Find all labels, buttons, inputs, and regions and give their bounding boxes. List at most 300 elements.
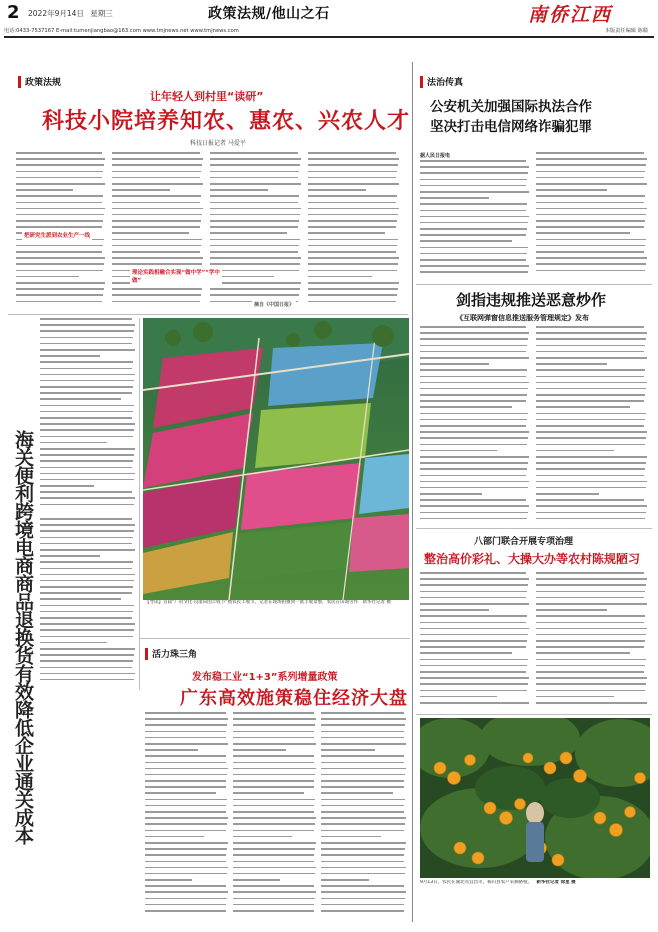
text-line [420, 326, 526, 328]
text-line [321, 879, 369, 881]
text-line [536, 195, 645, 197]
text-line [536, 431, 647, 433]
text-line [536, 475, 644, 477]
text-line [145, 805, 226, 807]
text-line [420, 210, 526, 212]
text-line [420, 203, 527, 205]
push-headline: 剑指违规推送恶意炒作 [456, 291, 607, 309]
text-line [233, 885, 314, 887]
issue-date [28, 8, 113, 19]
text-line [420, 388, 528, 390]
text-line [321, 873, 405, 875]
text-line [536, 603, 647, 605]
paper-logo: 南侨江西 [528, 4, 613, 26]
text-line [536, 481, 647, 483]
text-line [210, 177, 298, 179]
text-line [16, 158, 105, 160]
text-line [308, 257, 399, 259]
text-line [420, 677, 529, 679]
text-line [112, 232, 189, 234]
editor-line: 本版责任编辑 陈赣 [604, 28, 648, 34]
text-line [210, 294, 299, 296]
text-line [536, 239, 646, 241]
text-line [233, 774, 315, 776]
text-line [536, 499, 644, 501]
text-line [40, 467, 132, 469]
text-line [420, 665, 527, 667]
text-line [420, 160, 526, 162]
text-line [16, 294, 103, 296]
text-line [40, 386, 133, 388]
text-line [145, 724, 227, 726]
text-line [40, 411, 133, 413]
text-line [112, 202, 200, 204]
text-line [210, 195, 299, 197]
text-line [536, 214, 646, 216]
text-line [40, 504, 134, 506]
text-line [536, 177, 644, 179]
vertical-headline: 海关便利跨境电商商品退换货有效降低企业通关成本 [12, 430, 34, 844]
text-line [308, 158, 399, 160]
text-line [233, 873, 315, 875]
text-line [40, 423, 135, 425]
text-line [536, 640, 645, 642]
text-line [321, 768, 406, 770]
text-line [321, 718, 406, 720]
text-line [321, 898, 405, 900]
text-line [145, 910, 226, 912]
text-line [420, 376, 526, 378]
text-line [16, 276, 79, 278]
text-line [420, 345, 527, 347]
text-line [420, 234, 526, 236]
text-column [112, 152, 204, 310]
text-line [536, 425, 644, 427]
text-line [420, 468, 527, 470]
text-line [210, 282, 301, 284]
text-line [420, 518, 527, 520]
text-column [40, 318, 136, 514]
text-line [420, 475, 526, 477]
subhead-1: 把研究生派到农业生产一线 [22, 230, 92, 240]
text-line [536, 652, 630, 654]
text-line [145, 749, 198, 751]
text-line [321, 792, 393, 794]
weekday-text: 星期三 [90, 9, 113, 18]
text-line [420, 406, 512, 408]
article-byline: 科技日报记者 马爱平 [190, 140, 246, 147]
text-line [420, 622, 526, 624]
text-line [420, 437, 528, 439]
source-note: 摘自《中国日报》 [254, 302, 295, 308]
bottom-kicker: 发布稳工业“1+3”系列增量政策 [192, 672, 338, 683]
text-line [112, 183, 203, 185]
text-line [40, 330, 134, 332]
text-line [233, 805, 314, 807]
text-line [145, 898, 227, 900]
text-line [536, 245, 645, 247]
text-line [321, 799, 405, 801]
text-line [233, 718, 316, 720]
text-line [321, 724, 405, 726]
text-line [145, 755, 226, 757]
text-line [145, 762, 226, 764]
text-line [536, 468, 645, 470]
text-line [233, 861, 314, 863]
text-line [233, 848, 315, 850]
text-line [420, 332, 529, 334]
text-line [536, 152, 644, 154]
text-line [420, 646, 526, 648]
text-line [40, 642, 107, 644]
text-line [145, 879, 192, 881]
text-line [233, 898, 315, 900]
text-line [420, 578, 529, 580]
text-line [321, 817, 406, 819]
text-line [420, 603, 529, 605]
text-line [40, 611, 133, 613]
text-line [210, 251, 298, 253]
text-line [308, 263, 398, 265]
text-line [536, 257, 647, 259]
text-line [40, 355, 100, 357]
text-line [420, 413, 528, 415]
text-line [40, 543, 132, 545]
text-line [420, 425, 526, 427]
text-line [233, 842, 316, 844]
text-line [420, 640, 527, 642]
text-line [420, 172, 528, 174]
text-line [420, 512, 528, 514]
text-column [40, 518, 136, 690]
text-line [210, 220, 299, 222]
text-line [233, 836, 292, 838]
text-line [420, 369, 527, 371]
photo-credit: 新华社记者 摄 [362, 600, 391, 605]
text-line [536, 462, 646, 464]
text-line [210, 270, 299, 272]
text-line [40, 660, 133, 662]
text-line [40, 617, 132, 619]
photo-caption-text: 【导读】首届“广府文化·良渚田园丰收节”暨农民丰收节，记者在现场拍摄到一派丰收景象，农民在田间劳作 [145, 600, 359, 605]
text-line [210, 239, 300, 241]
subhead-2-text: 理论实践相融合实现“做中学”“学中做” [132, 270, 220, 284]
text-line [40, 442, 107, 444]
text-line [145, 811, 226, 813]
push-subtitle: 《互联网弹窗信息推送服务管理规定》发布 [456, 314, 589, 322]
text-line [536, 232, 630, 234]
text-line [308, 152, 396, 154]
text-line [308, 171, 397, 173]
section-label-text: 活力珠三角 [152, 650, 198, 660]
text-line [536, 369, 645, 371]
text-line [16, 245, 103, 247]
text-line [536, 683, 646, 685]
text-line [112, 171, 201, 173]
text-line [112, 257, 203, 259]
text-line [308, 164, 398, 166]
text-line [233, 823, 315, 825]
text-line [145, 780, 226, 782]
text-line [16, 226, 102, 228]
text-line [210, 202, 298, 204]
text-line [536, 363, 607, 365]
text-line [536, 376, 644, 378]
text-line [420, 444, 527, 446]
text-line [321, 836, 381, 838]
text-line [420, 382, 529, 384]
text-line [536, 208, 647, 210]
text-line [420, 253, 527, 255]
text-line [112, 214, 202, 216]
text-line [420, 652, 512, 654]
text-line [420, 450, 497, 452]
text-line [112, 288, 202, 290]
text-line [40, 636, 133, 638]
text-line [321, 830, 404, 832]
text-line [308, 294, 397, 296]
text-line [40, 574, 135, 576]
text-line [233, 724, 315, 726]
text-line [321, 854, 404, 856]
law-headline-2: 坚决打击电信网络诈骗犯罪 [430, 119, 592, 135]
text-line [40, 460, 133, 462]
aerial-farmland-image [143, 318, 409, 600]
text-line [536, 419, 645, 421]
text-line [308, 183, 399, 185]
text-line [420, 615, 527, 617]
text-line [536, 628, 647, 630]
text-line [536, 702, 647, 704]
text-line [536, 251, 644, 253]
text-line [16, 288, 104, 290]
text-line [40, 392, 132, 394]
orange-tree-image [420, 718, 650, 878]
text-line [145, 737, 226, 739]
text-line [420, 481, 529, 483]
text-line [321, 805, 404, 807]
law-headline-1: 公安机关加强国际执法合作 [430, 99, 592, 115]
divider [416, 528, 652, 529]
text-line [16, 220, 103, 222]
text-line [112, 177, 200, 179]
text-line [112, 195, 201, 197]
text-line [210, 214, 300, 216]
text-line [233, 768, 316, 770]
text-line [420, 456, 529, 458]
text-line [420, 609, 489, 611]
text-line [145, 836, 204, 838]
text-line [321, 712, 404, 714]
text-line [321, 861, 404, 863]
orange-credit: 新华社记者 徐星 摄 [536, 880, 576, 885]
text-line [40, 580, 134, 582]
text-line [308, 214, 398, 216]
text-line [308, 195, 397, 197]
orange-caption [420, 880, 650, 924]
text-column [308, 152, 400, 310]
text-line [536, 400, 644, 402]
text-line [420, 228, 527, 230]
text-line [112, 263, 202, 265]
text-line [145, 718, 228, 720]
text-line [420, 628, 529, 630]
text-line [233, 762, 314, 764]
text-line [420, 216, 529, 218]
text-line [536, 578, 647, 580]
text-line [233, 786, 314, 788]
text-line [308, 239, 398, 241]
text-line [112, 220, 201, 222]
text-line [40, 380, 134, 382]
text-line [536, 338, 646, 340]
text-line [420, 690, 527, 692]
text-column [321, 712, 407, 920]
text-line [40, 368, 132, 370]
text-line [308, 288, 398, 290]
text-line [420, 357, 529, 359]
text-line [321, 786, 404, 788]
text-line [420, 493, 482, 495]
header-rule [4, 36, 654, 38]
text-line [145, 830, 226, 832]
text-line [321, 737, 404, 739]
text-line [16, 214, 104, 216]
text-line [40, 598, 121, 600]
text-line [112, 152, 200, 154]
text-line [321, 867, 406, 869]
text-line [40, 318, 132, 320]
text-line [112, 245, 201, 247]
text-line [40, 374, 135, 376]
text-line [420, 363, 489, 365]
text-line [536, 615, 645, 617]
text-line [233, 867, 316, 869]
text-line [536, 164, 646, 166]
text-line [210, 164, 300, 166]
text-line [308, 276, 372, 278]
text-line [536, 444, 645, 446]
text-line [536, 220, 645, 222]
text-line [233, 879, 280, 881]
section-label-prd [145, 647, 197, 660]
text-line [16, 301, 102, 303]
text-line [40, 436, 133, 438]
text-line [420, 683, 528, 685]
text-line [321, 780, 404, 782]
text-line [16, 251, 102, 253]
text-line [536, 597, 644, 599]
text-line [40, 361, 133, 363]
text-line [321, 731, 404, 733]
text-line [210, 232, 287, 234]
text-line [536, 437, 646, 439]
text-line [536, 456, 647, 458]
text-line [145, 774, 227, 776]
text-line [308, 301, 396, 303]
text-line [536, 505, 647, 507]
text-line [40, 605, 134, 607]
text-line [16, 171, 103, 173]
text-line [145, 885, 226, 887]
text-line [145, 731, 226, 733]
text-column [210, 152, 302, 310]
text-line [145, 842, 228, 844]
text-line [420, 179, 527, 181]
text-line [536, 690, 645, 692]
text-line [536, 659, 646, 661]
text-line [145, 867, 228, 869]
text-line [536, 226, 644, 228]
text-column [536, 572, 648, 712]
text-line [145, 743, 228, 745]
text-line [112, 158, 203, 160]
text-line [321, 842, 406, 844]
text-line [308, 282, 399, 284]
text-line [536, 622, 644, 624]
text-line [536, 351, 644, 353]
text-line [145, 861, 226, 863]
text-line [308, 232, 385, 234]
orange-harvest-photo [420, 718, 650, 878]
text-line [145, 712, 226, 714]
text-column [536, 326, 648, 526]
text-line [233, 792, 304, 794]
text-line [420, 591, 527, 593]
text-line [536, 584, 646, 586]
text-column [536, 152, 648, 280]
photo-caption [145, 600, 407, 636]
text-line [420, 259, 526, 261]
text-line [233, 780, 314, 782]
text-line [40, 623, 135, 625]
text-line [536, 646, 644, 648]
text-line [536, 450, 614, 452]
text-line [112, 294, 201, 296]
text-line [233, 811, 314, 813]
field-photo [143, 318, 409, 600]
section-label-text: 政策法规 [25, 78, 62, 88]
text-line [321, 904, 404, 906]
text-line [536, 270, 645, 272]
section-bar [145, 648, 148, 660]
text-line [308, 208, 399, 210]
text-line [536, 183, 647, 185]
text-line [420, 572, 526, 574]
text-line [420, 702, 529, 704]
page-number: 2 [7, 2, 20, 23]
subhead-2 [130, 268, 222, 286]
text-line [536, 189, 607, 191]
bottom-headline: 广东高效施策稳住经济大盘 [180, 688, 408, 709]
text-line [536, 487, 646, 489]
divider [139, 318, 140, 690]
text-line [40, 654, 134, 656]
text-line [40, 524, 135, 526]
text-line [40, 473, 135, 475]
text-line [40, 592, 132, 594]
article-headline: 科技小院培养知农、惠农、兴农人才 [42, 108, 411, 134]
text-line [40, 337, 133, 339]
text-line [145, 792, 216, 794]
text-line [308, 177, 396, 179]
text-line [536, 512, 646, 514]
text-line [233, 891, 316, 893]
divider [140, 638, 410, 639]
text-line [536, 326, 644, 328]
text-column [233, 712, 317, 920]
text-line [40, 667, 132, 669]
